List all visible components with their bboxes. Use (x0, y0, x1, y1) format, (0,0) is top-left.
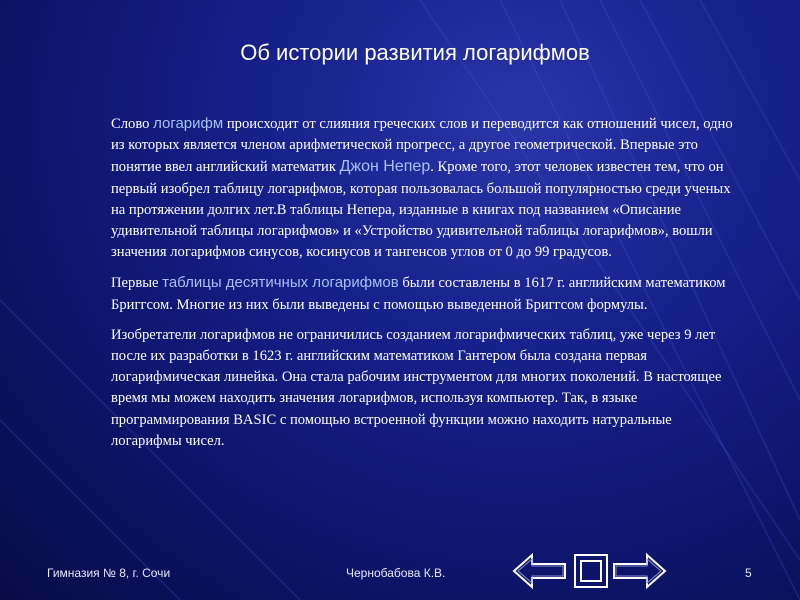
home-square-icon[interactable] (573, 551, 609, 591)
arrow-right-icon[interactable] (612, 551, 667, 591)
text-span: происходит от слияния греческих слов и переводится как отношений чисел, одно из которых является членом арифметической прогресс, а другое геометрической. Впервые это понятие ввел английский математик (111, 116, 733, 176)
arrow-left-icon[interactable] (512, 551, 567, 591)
text-span: . Кроме того, этот человек известен тем, что он первый изобрел таблицу логарифмов, которая пользовалась большой популярностью среди ученых на протяжении долгих лет.В таблицы Непера, изданные в книгах под названием «Описание удивительной таблицы логарифмов» и «Устройство удивительной таблицы логарифмов», вошли значения логарифмов синусов, косинусов и тангенсов углов от 0 до 99 градусов. (111, 159, 731, 261)
footer-school: Гимназия № 8, г. Сочи (47, 566, 171, 580)
highlight-name: Джон Непер (339, 158, 431, 176)
slide-title: Об истории развития логарифмов (240, 40, 590, 65)
text-span: были составлены в 1617 г. английским математиком Бриггсом. Многие из них были выведены с помощью выведенной Бриггсом формулы. (111, 275, 726, 313)
text-span: Первые (111, 275, 163, 292)
footer-author: Чернобабова К.В. (346, 566, 446, 580)
highlight-logarithm: логарифм (153, 115, 224, 132)
paragraph-2 (111, 272, 743, 315)
slide-content (111, 113, 743, 461)
footer-page-number: 5 (745, 566, 752, 580)
paragraph-3: Изобретатели логарифмов не ограничились созданием логарифмических таблиц, уже через 9 лет после их разработки в 1623 г. английским математиком Гантером была создана первая логарифмическая линейка. Она стала рабочим инструментом для многих поколений. В настоящее время мы можем находить значения логарифмов, используя компьютер. Так, в языке программирования BASIC с помощью встроенной функции можно находить натуральные логарифмы чисел. (111, 326, 722, 449)
paragraph-1 (111, 113, 743, 263)
text-span: Слово (111, 116, 154, 132)
highlight-decimal-tables: таблицы десятичных логарифмов (162, 274, 399, 292)
